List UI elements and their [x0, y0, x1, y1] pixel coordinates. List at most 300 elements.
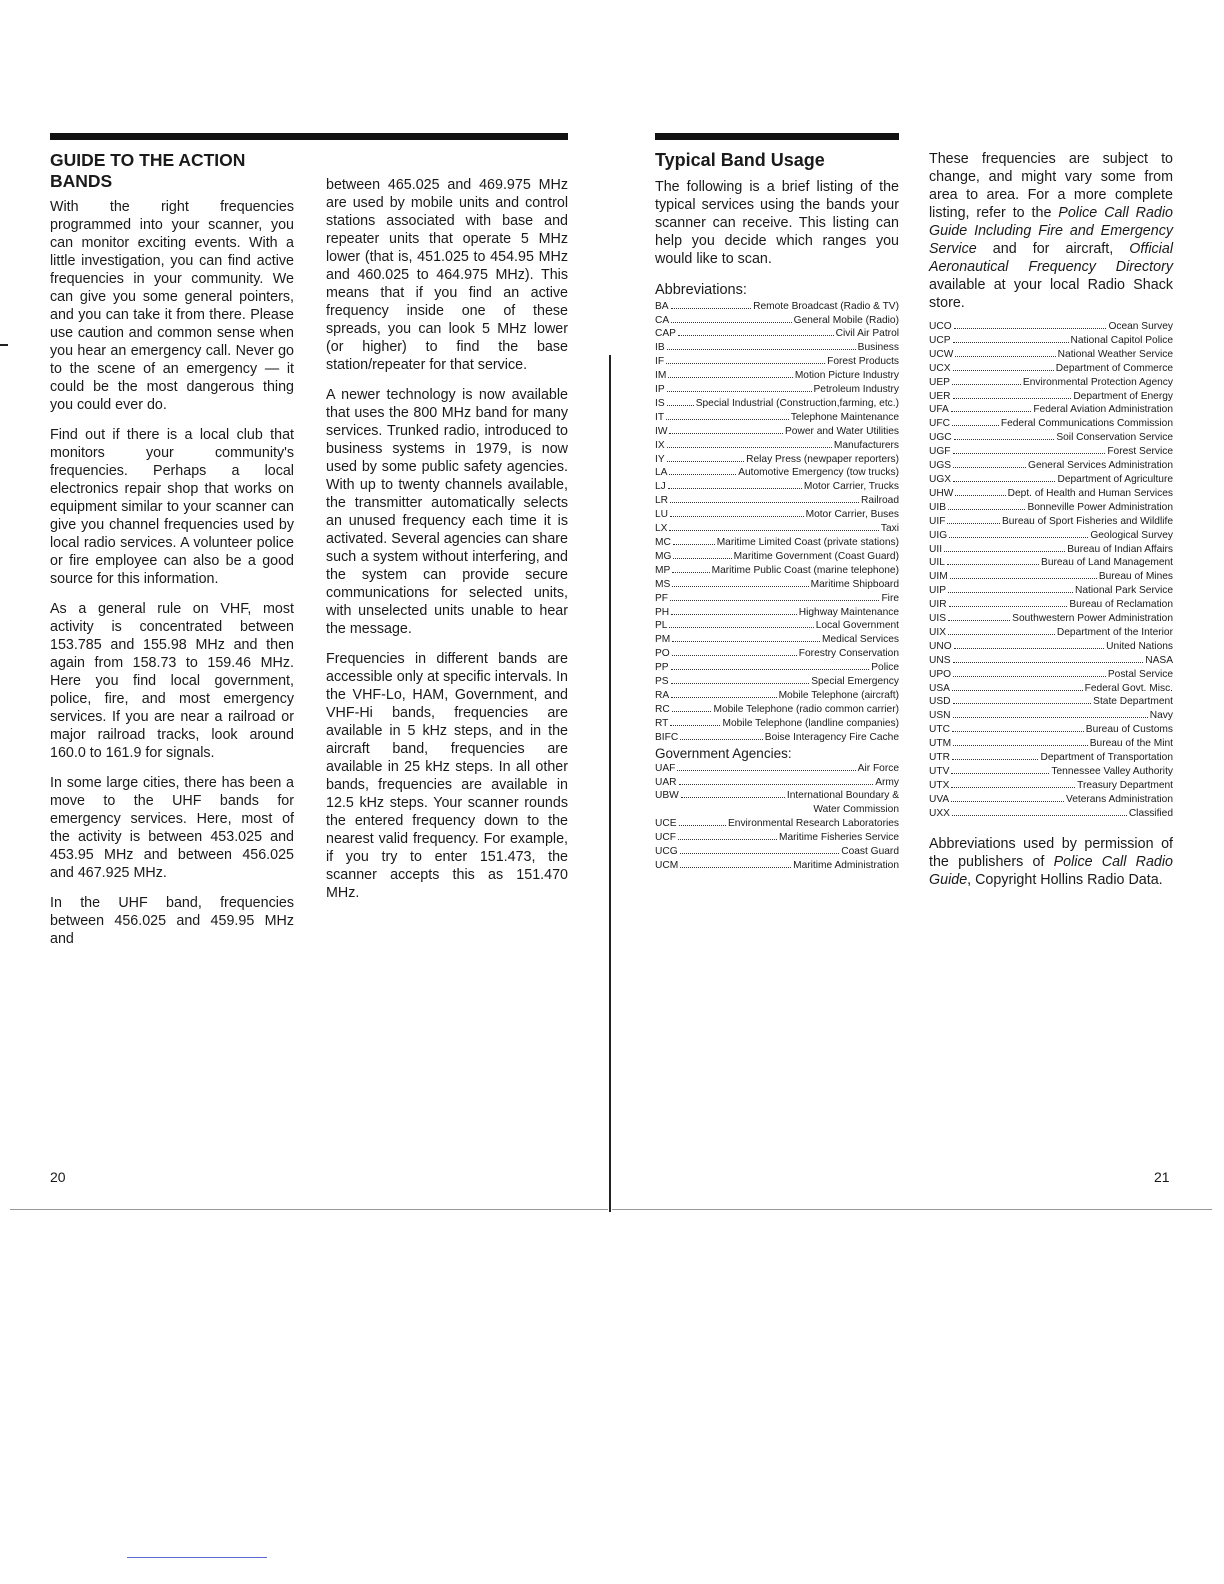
- dot-leader: [670, 516, 804, 517]
- abbreviation-code: UFA: [929, 404, 949, 416]
- abbreviation-code: UGC: [929, 432, 952, 444]
- left-header-rule: [50, 133, 568, 140]
- body-paragraph: In some large cities, there has been a move to the UHF bands for emergency services. Here, most of the activity is between 453.025 and 453.95 MHz and between 456.025 and 467.925 MHz.: [50, 775, 294, 881]
- abbreviation-description: Highway Maintenance: [798, 606, 899, 618]
- abbreviation-code: USA: [929, 682, 950, 694]
- intro-paragraph: The following is a brief listing of the typical services using the bands your scanner can receive. This listing can help you decide which ranges you would like to scan.: [655, 178, 899, 267]
- abbreviation-code: UIS: [929, 613, 946, 625]
- abbreviation-description: Power and Water Utilities: [785, 425, 899, 437]
- abbreviation-code: UIL: [929, 557, 945, 569]
- dot-leader: [947, 523, 1000, 524]
- abbreviation-row: [655, 717, 899, 731]
- dot-leader: [952, 384, 1021, 385]
- abbreviation-row: [655, 522, 899, 536]
- dot-leader: [954, 648, 1105, 649]
- dot-leader: [678, 839, 777, 840]
- abbreviation-description: Manufacturers: [833, 439, 899, 451]
- abbreviation-description: Fire: [881, 592, 899, 604]
- dot-leader: [672, 711, 712, 712]
- abbreviation-row: [929, 737, 1173, 751]
- abbreviation-description: Taxi: [880, 523, 899, 535]
- abbreviation-row: [929, 417, 1173, 431]
- gov-agencies-list-a: [655, 762, 899, 804]
- abbreviation-row: [655, 341, 899, 355]
- abbreviation-description: Mobile Telephone (landline companies): [722, 717, 899, 729]
- abbreviation-code: UIX: [929, 626, 946, 638]
- permission-paragraph: [929, 835, 1173, 889]
- abbreviation-row: [655, 355, 899, 369]
- dot-leader: [667, 405, 694, 406]
- abbreviation-description: Maritime Shipboard: [810, 578, 899, 590]
- abbreviation-code: UHW: [929, 487, 954, 499]
- right-header-rule: [655, 133, 899, 140]
- abbreviation-row: [929, 668, 1173, 682]
- abbreviation-code: CA: [655, 314, 670, 326]
- dot-leader: [948, 509, 1025, 510]
- abbreviation-row: [655, 550, 899, 564]
- note-text-a: These frequencies are subject to change, and might vary some from area to area. For a more complete listing, refer to the: [929, 151, 1173, 221]
- abbreviation-description: Motor Carrier, Trucks: [803, 481, 899, 493]
- dot-leader: [680, 867, 791, 868]
- left-col1-paragraphs: [50, 198, 294, 948]
- abbreviation-row: [929, 765, 1173, 779]
- dot-leader: [955, 356, 1055, 357]
- government-agencies-label: Government Agencies:: [655, 745, 792, 761]
- abbreviation-row: [655, 762, 899, 776]
- abbreviation-description: Maritime Administration: [793, 859, 899, 871]
- abbreviation-description: National Capitol Police: [1070, 334, 1173, 346]
- abbreviation-row: [655, 564, 899, 578]
- abbreviation-row: [655, 327, 899, 341]
- abbreviation-code: PM: [655, 634, 671, 646]
- abbreviation-row: [929, 431, 1173, 445]
- abbreviation-row: [655, 789, 899, 803]
- abbreviation-row: [655, 383, 899, 397]
- dot-leader: [952, 690, 1083, 691]
- section-title: Typical Band Usage: [655, 150, 825, 170]
- abbreviation-row: [929, 390, 1173, 404]
- dot-leader: [669, 627, 813, 628]
- dot-leader: [681, 797, 785, 798]
- right-column-1: [655, 150, 899, 873]
- dot-leader: [944, 551, 1065, 552]
- book-spine: [609, 355, 611, 1212]
- abbreviation-row: [655, 592, 899, 606]
- abbreviation-code: UTV: [929, 766, 950, 777]
- dot-leader: [680, 739, 763, 740]
- abbreviation-description: Veterans Administration: [1065, 793, 1173, 805]
- abbreviation-description: International Boundary &: [786, 790, 899, 802]
- abbreviation-description: Bureau of Indian Affairs: [1067, 543, 1173, 555]
- dot-leader: [671, 697, 776, 698]
- abbreviation-row: [929, 403, 1173, 417]
- dot-leader: [953, 398, 1072, 399]
- abbreviation-description: Department of the Interior: [1056, 626, 1173, 638]
- dot-leader: [949, 606, 1068, 607]
- ubw-continuation: Water Commission: [813, 804, 899, 816]
- dot-leader: [953, 717, 1148, 718]
- abbreviation-row: [655, 776, 899, 790]
- abbreviation-row: [929, 459, 1173, 473]
- abbreviation-description: Police: [871, 662, 899, 674]
- abbreviation-code: LJ: [655, 481, 666, 493]
- abbreviation-row: [929, 626, 1173, 640]
- abbreviation-code: UIB: [929, 501, 946, 513]
- abbreviation-code: UGX: [929, 473, 952, 485]
- abbreviation-description: Maritime Limited Coast (private stations): [716, 537, 899, 548]
- abbreviation-code: UNS: [929, 654, 951, 666]
- abbreviation-description: Navy: [1149, 710, 1173, 722]
- dot-leader: [671, 308, 752, 309]
- dot-leader: [667, 391, 812, 392]
- abbreviation-code: UEP: [929, 376, 950, 388]
- abbreviation-row: [929, 695, 1173, 709]
- abbreviation-description: Mobile Telephone (radio common carrier): [713, 703, 899, 715]
- abbreviation-description: Local Government: [815, 620, 899, 632]
- body-paragraph: Find out if there is a local club that monitors your community's frequencies. Perhaps a local electronics repair shop that works on equipment similar to your scanner can give you channel frequencies used by local radio services. A volunteer police or fire employee can also be a good source for this information.: [50, 427, 294, 587]
- dot-leader: [951, 773, 1049, 774]
- abbreviation-description: Maritime Government (Coast Guard): [733, 550, 899, 562]
- abbreviation-row: [929, 501, 1173, 515]
- abbreviation-row: [655, 314, 899, 328]
- abbreviation-row: [929, 612, 1173, 626]
- abbreviation-row: [655, 661, 899, 675]
- abbreviation-description: Department of Transportation: [1040, 752, 1173, 764]
- abbreviation-row: [929, 723, 1173, 737]
- dot-leader: [669, 474, 736, 475]
- abbreviation-code: UCF: [655, 832, 676, 844]
- dot-leader: [677, 770, 855, 771]
- abbreviation-description: Forest Products: [827, 356, 899, 368]
- right-column-2: [929, 150, 1173, 901]
- abbreviation-description: Business: [857, 342, 899, 354]
- body-paragraph: between 465.025 and 469.975 MHz are used by mobile units and control stations associated with base and repeater units that operate 5 MHz lower (that is, 451.025 to 454.95 MHz and 460.025 to 464.975 MHz). This means that if you find an active frequency inside one of these spreads, you can look 5 MHz lower (or higher) to find the base station/repeater for that service.: [326, 177, 568, 373]
- abbreviation-code: PP: [655, 662, 669, 674]
- dot-leader: [953, 342, 1069, 343]
- abbreviation-row: [929, 362, 1173, 376]
- abbreviation-row: [929, 709, 1173, 723]
- abbreviation-description: Ocean Survey: [1108, 321, 1173, 332]
- abbreviation-code: BA: [655, 300, 669, 312]
- abbreviation-row: [929, 779, 1173, 793]
- abbreviation-code: UNO: [929, 640, 952, 652]
- abbreviation-code: UIM: [929, 571, 948, 583]
- abbreviation-code: UIF: [929, 515, 946, 527]
- abbreviation-code: USD: [929, 696, 951, 708]
- dot-leader: [672, 655, 797, 656]
- dot-leader: [671, 614, 797, 615]
- abbreviation-row: [929, 529, 1173, 543]
- abbreviation-code: UTX: [929, 779, 950, 791]
- abbreviation-code: UVA: [929, 793, 950, 805]
- abbreviation-row: [655, 675, 899, 689]
- abbreviation-code: RT: [655, 717, 669, 729]
- left-column-1: [50, 150, 294, 960]
- abbreviation-row: [655, 397, 899, 411]
- abbreviation-code: PO: [655, 648, 670, 660]
- abbreviation-row: [929, 584, 1173, 598]
- abbreviation-row: [929, 807, 1173, 821]
- dot-leader: [669, 530, 878, 531]
- abbreviation-description: Railroad: [861, 495, 899, 507]
- dot-leader: [666, 419, 789, 420]
- abbreviation-description: Federal Communications Commission: [1000, 418, 1173, 430]
- dot-leader: [948, 634, 1055, 635]
- abbreviations-label: Abbreviations:: [655, 281, 747, 298]
- abbreviation-code: UAF: [655, 762, 676, 774]
- permission-title: Police Call Radio Guide: [929, 853, 1173, 888]
- abbreviation-code: IP: [655, 384, 665, 396]
- abbreviation-description: Maritime Public Coast (marine telephone): [711, 564, 899, 576]
- abbreviation-code: PS: [655, 676, 669, 688]
- abbreviation-description: General Mobile (Radio): [793, 314, 899, 326]
- abbreviation-code: IW: [655, 425, 668, 437]
- abbreviation-description: NASA: [1145, 654, 1173, 666]
- abbreviation-code: UBW: [655, 790, 679, 802]
- abbreviation-description: Forestry Conservation: [798, 648, 899, 660]
- abbreviation-code: UTC: [929, 724, 950, 736]
- abbreviation-code: IS: [655, 397, 665, 409]
- dot-leader: [667, 447, 832, 448]
- abbreviation-code: UCP: [929, 334, 951, 346]
- dot-leader: [671, 669, 870, 670]
- abbreviation-code: IB: [655, 342, 665, 354]
- abbreviation-row: [655, 731, 899, 745]
- abbreviation-description: Department of Agriculture: [1057, 473, 1173, 485]
- abbreviation-code: UCE: [655, 818, 677, 830]
- body-paragraph: In the UHF band, frequencies between 456.025 and 459.95 MHz and: [50, 895, 294, 947]
- abbreviation-description: Telephone Maintenance: [790, 411, 899, 423]
- abbreviation-description: Medical Services: [822, 634, 899, 646]
- abbreviation-description: Motor Carrier, Buses: [805, 509, 899, 521]
- abbreviation-row: [929, 543, 1173, 557]
- dot-leader: [679, 825, 726, 826]
- abbreviation-code: IX: [655, 439, 665, 451]
- abbreviation-description: State Department: [1093, 696, 1173, 708]
- abbreviation-row: [929, 682, 1173, 696]
- abbreviation-row: [655, 439, 899, 453]
- dot-leader: [953, 453, 1106, 454]
- abbreviation-description: Relay Press (newpaper reporters): [746, 453, 899, 465]
- abbreviation-description: Environmental Research Laboratories: [727, 818, 899, 830]
- dot-leader: [952, 759, 1039, 760]
- permission-text-c: , Copyright Hollins Radio Data.: [967, 871, 1163, 888]
- abbreviation-row: [655, 411, 899, 425]
- abbreviation-description: Mobile Telephone (aircraft): [778, 689, 899, 701]
- left-col2-paragraphs: [326, 176, 568, 902]
- dot-leader: [953, 370, 1054, 371]
- abbreviation-row: [655, 619, 899, 633]
- abbreviation-row: [929, 334, 1173, 348]
- body-paragraph: With the right frequencies programmed into your scanner, you can monitor exciting events. With a little investigation, you can find active frequencies in your community. We can give you some general pointers, and you can take it from there. Please use caution and common sense when you hear an emergency call. Never go to the scene of an emergency — it could be the most dangerous thing you could ever do.: [50, 199, 294, 413]
- dot-leader: [679, 784, 874, 785]
- abbreviation-code: UII: [929, 543, 943, 555]
- dot-leader: [954, 328, 1107, 329]
- abbreviation-code: UCX: [929, 362, 951, 374]
- abbreviation-row: [655, 647, 899, 661]
- dot-leader: [672, 641, 820, 642]
- abbreviation-code: PF: [655, 592, 669, 604]
- abbreviation-row: [929, 320, 1173, 334]
- dot-leader: [948, 592, 1073, 593]
- dot-leader: [670, 502, 859, 503]
- abbreviation-description: Remote Broadcast (Radio & TV): [753, 300, 899, 312]
- abbreviation-description: Special Industrial (Construction,farming, etc.): [695, 397, 899, 409]
- abbreviation-code: UIP: [929, 585, 946, 597]
- abbreviation-row: [655, 606, 899, 620]
- abbreviation-description: National Park Service: [1075, 585, 1173, 597]
- abbreviation-row: [655, 425, 899, 439]
- abbreviation-code: BIFC: [655, 731, 679, 743]
- dot-leader: [670, 600, 879, 601]
- page-number-right: 21: [1154, 1169, 1170, 1185]
- abbreviation-code: LA: [655, 467, 668, 479]
- abbreviation-row: [655, 369, 899, 383]
- abbreviation-description: Bureau of Customs: [1085, 724, 1173, 736]
- abbreviation-description: Maritime Fisheries Service: [778, 832, 899, 844]
- dot-leader: [673, 558, 731, 559]
- abbreviation-row: [929, 348, 1173, 362]
- abbreviation-row: [655, 633, 899, 647]
- abbreviation-description: Environmental Protection Agency: [1022, 376, 1173, 388]
- abbreviation-description: Treasury Department: [1077, 779, 1173, 791]
- abbreviation-row: [929, 487, 1173, 501]
- abbreviation-code: UER: [929, 390, 951, 402]
- abbreviation-description: Postal Service: [1107, 668, 1173, 680]
- abbreviation-row: [655, 453, 899, 467]
- note-text-c: and for aircraft,: [976, 241, 1130, 257]
- abbreviation-description: Department of Energy: [1073, 390, 1173, 402]
- abbreviation-description: Federal Govt. Misc.: [1084, 682, 1173, 694]
- abbreviation-description: Army: [875, 776, 899, 788]
- dot-leader: [952, 731, 1084, 732]
- abbreviation-description: Bureau of Mines: [1098, 571, 1173, 583]
- abbreviation-row: [929, 515, 1173, 529]
- abbreviation-description: Geological Survey: [1090, 529, 1173, 541]
- abbreviation-code: IF: [655, 356, 665, 368]
- dot-leader: [951, 787, 1075, 788]
- abbreviation-code: MC: [655, 537, 671, 548]
- dot-leader: [955, 495, 1005, 496]
- abbreviation-code: UCW: [929, 348, 954, 360]
- dot-leader: [953, 481, 1055, 482]
- abbreviation-row: [929, 751, 1173, 765]
- abbreviation-description: United Nations: [1106, 640, 1173, 652]
- abbreviation-description: Special Emergency: [811, 676, 899, 688]
- abbreviation-description: Coast Guard: [841, 846, 899, 858]
- dot-leader: [671, 683, 810, 684]
- gov-agencies-list-c: [929, 320, 1173, 821]
- abbreviation-description: Federal Aviation Administration: [1033, 404, 1173, 416]
- dot-leader: [672, 572, 709, 573]
- abbreviation-code: MG: [655, 550, 672, 562]
- abbreviation-row: [655, 466, 899, 480]
- dot-leader: [673, 544, 715, 545]
- abbreviation-row: [655, 578, 899, 592]
- abbreviation-row: [929, 556, 1173, 570]
- dot-leader: [949, 537, 1088, 538]
- edge-mark: [0, 344, 8, 346]
- dot-leader: [667, 461, 744, 462]
- body-paragraph: A newer technology is now available that uses the 800 MHz band for many services. Trunked radio, introduced to business systems in 1979, is now used by some public safety agencies. With up to twenty channels available, the transmitter automatically selects an unused frequency each time it is activated. Several agencies can share such a system without interfering, and the system can provide secure communications for selected units, with unselected units unable to hear the message.: [326, 387, 568, 637]
- abbreviation-description: Civil Air Patrol: [835, 328, 899, 340]
- dot-leader: [672, 586, 808, 587]
- page-number-left: 20: [50, 1169, 66, 1185]
- left-bottom-line: [10, 1209, 608, 1210]
- note-title-police-call: Police Call Radio Guide Including Fire and Emergency Service: [929, 205, 1174, 257]
- dot-leader: [667, 349, 856, 350]
- abbreviation-row: [929, 376, 1173, 390]
- abbreviation-row: [655, 817, 899, 831]
- abbreviation-code: UPO: [929, 668, 952, 680]
- abbreviation-row: [929, 640, 1173, 654]
- dot-leader: [951, 411, 1032, 412]
- abbreviation-code: UCG: [655, 846, 678, 858]
- page-title: GUIDE TO THE ACTION BANDS: [50, 150, 246, 191]
- abbreviation-row: [655, 831, 899, 845]
- dot-leader: [680, 853, 840, 854]
- abbreviation-code: CAP: [655, 328, 676, 340]
- abbreviation-description: Department of Commerce: [1055, 362, 1173, 374]
- note-paragraph: [929, 150, 1173, 312]
- abbreviation-description: Bonneville Power Administration: [1027, 501, 1173, 513]
- abbreviation-code: LR: [655, 495, 669, 507]
- abbreviation-code: UXX: [929, 807, 950, 819]
- abbreviation-description: Dept. of Health and Human Services: [1007, 487, 1173, 499]
- scan-artifact-line: [127, 1557, 267, 1558]
- dot-leader: [678, 335, 834, 336]
- dot-leader: [666, 363, 825, 364]
- abbreviation-row: [655, 689, 899, 703]
- abbreviation-code: UGF: [929, 446, 951, 458]
- abbreviation-code: UIR: [929, 599, 947, 611]
- dot-leader: [950, 578, 1097, 579]
- abbreviation-code: MS: [655, 578, 671, 590]
- abbreviation-code: UTR: [929, 752, 950, 764]
- abbreviation-description: Petroleum Industry: [813, 384, 899, 396]
- abbreviation-description: Southwestern Power Administration: [1012, 613, 1173, 625]
- abbreviation-description: Motion Picture Industry: [794, 370, 899, 382]
- right-bottom-line: [612, 1209, 1212, 1210]
- abbreviation-row: [655, 480, 899, 494]
- dot-leader: [670, 725, 720, 726]
- dot-leader: [953, 703, 1092, 704]
- dot-leader: [954, 439, 1055, 440]
- abbreviation-description: Bureau of Reclamation: [1069, 599, 1173, 611]
- note-text-e: available at your local Radio Shack store.: [929, 277, 1173, 311]
- abbreviation-row: [655, 508, 899, 522]
- abbreviation-code: IT: [655, 411, 665, 423]
- abbreviation-code: USN: [929, 710, 951, 722]
- permission-text-a: Abbreviations used by permission of the publishers of: [929, 835, 1173, 870]
- abbreviation-code: IM: [655, 370, 667, 382]
- abbreviation-code: UTM: [929, 738, 952, 750]
- dot-leader: [668, 488, 802, 489]
- abbreviation-row: [929, 793, 1173, 807]
- abbreviation-row: [655, 536, 899, 550]
- abbreviation-code: LX: [655, 523, 668, 535]
- dot-leader: [953, 662, 1144, 663]
- abbreviation-code: UFC: [929, 418, 950, 430]
- abbreviation-description: Boise Interagency Fire Cache: [764, 731, 899, 743]
- abbreviation-code: IY: [655, 453, 665, 465]
- abbreviation-row: [655, 703, 899, 717]
- body-paragraph: Frequencies in different bands are accessible only at specific intervals. In the VHF-Lo, HAM, Government, and VHF-Hi bands, frequencies are available in 5 kHz steps, and in the aircraft band, frequencies are available in 25 kHz steps. In all other bands, frequencies are available in 12.5 kHz steps. Your scanner rounds the entered frequency down to the nearest valid frequency. For example, if you try to enter 151.473, the scanner accepts this as 151.470 MHz.: [326, 651, 568, 901]
- abbreviation-description: Tennessee Valley Authority: [1051, 766, 1173, 777]
- abbreviation-description: Classified: [1128, 807, 1173, 819]
- note-title-aero: Official Aeronautical Frequency Directory: [929, 241, 1173, 275]
- abbreviation-row: [655, 300, 899, 314]
